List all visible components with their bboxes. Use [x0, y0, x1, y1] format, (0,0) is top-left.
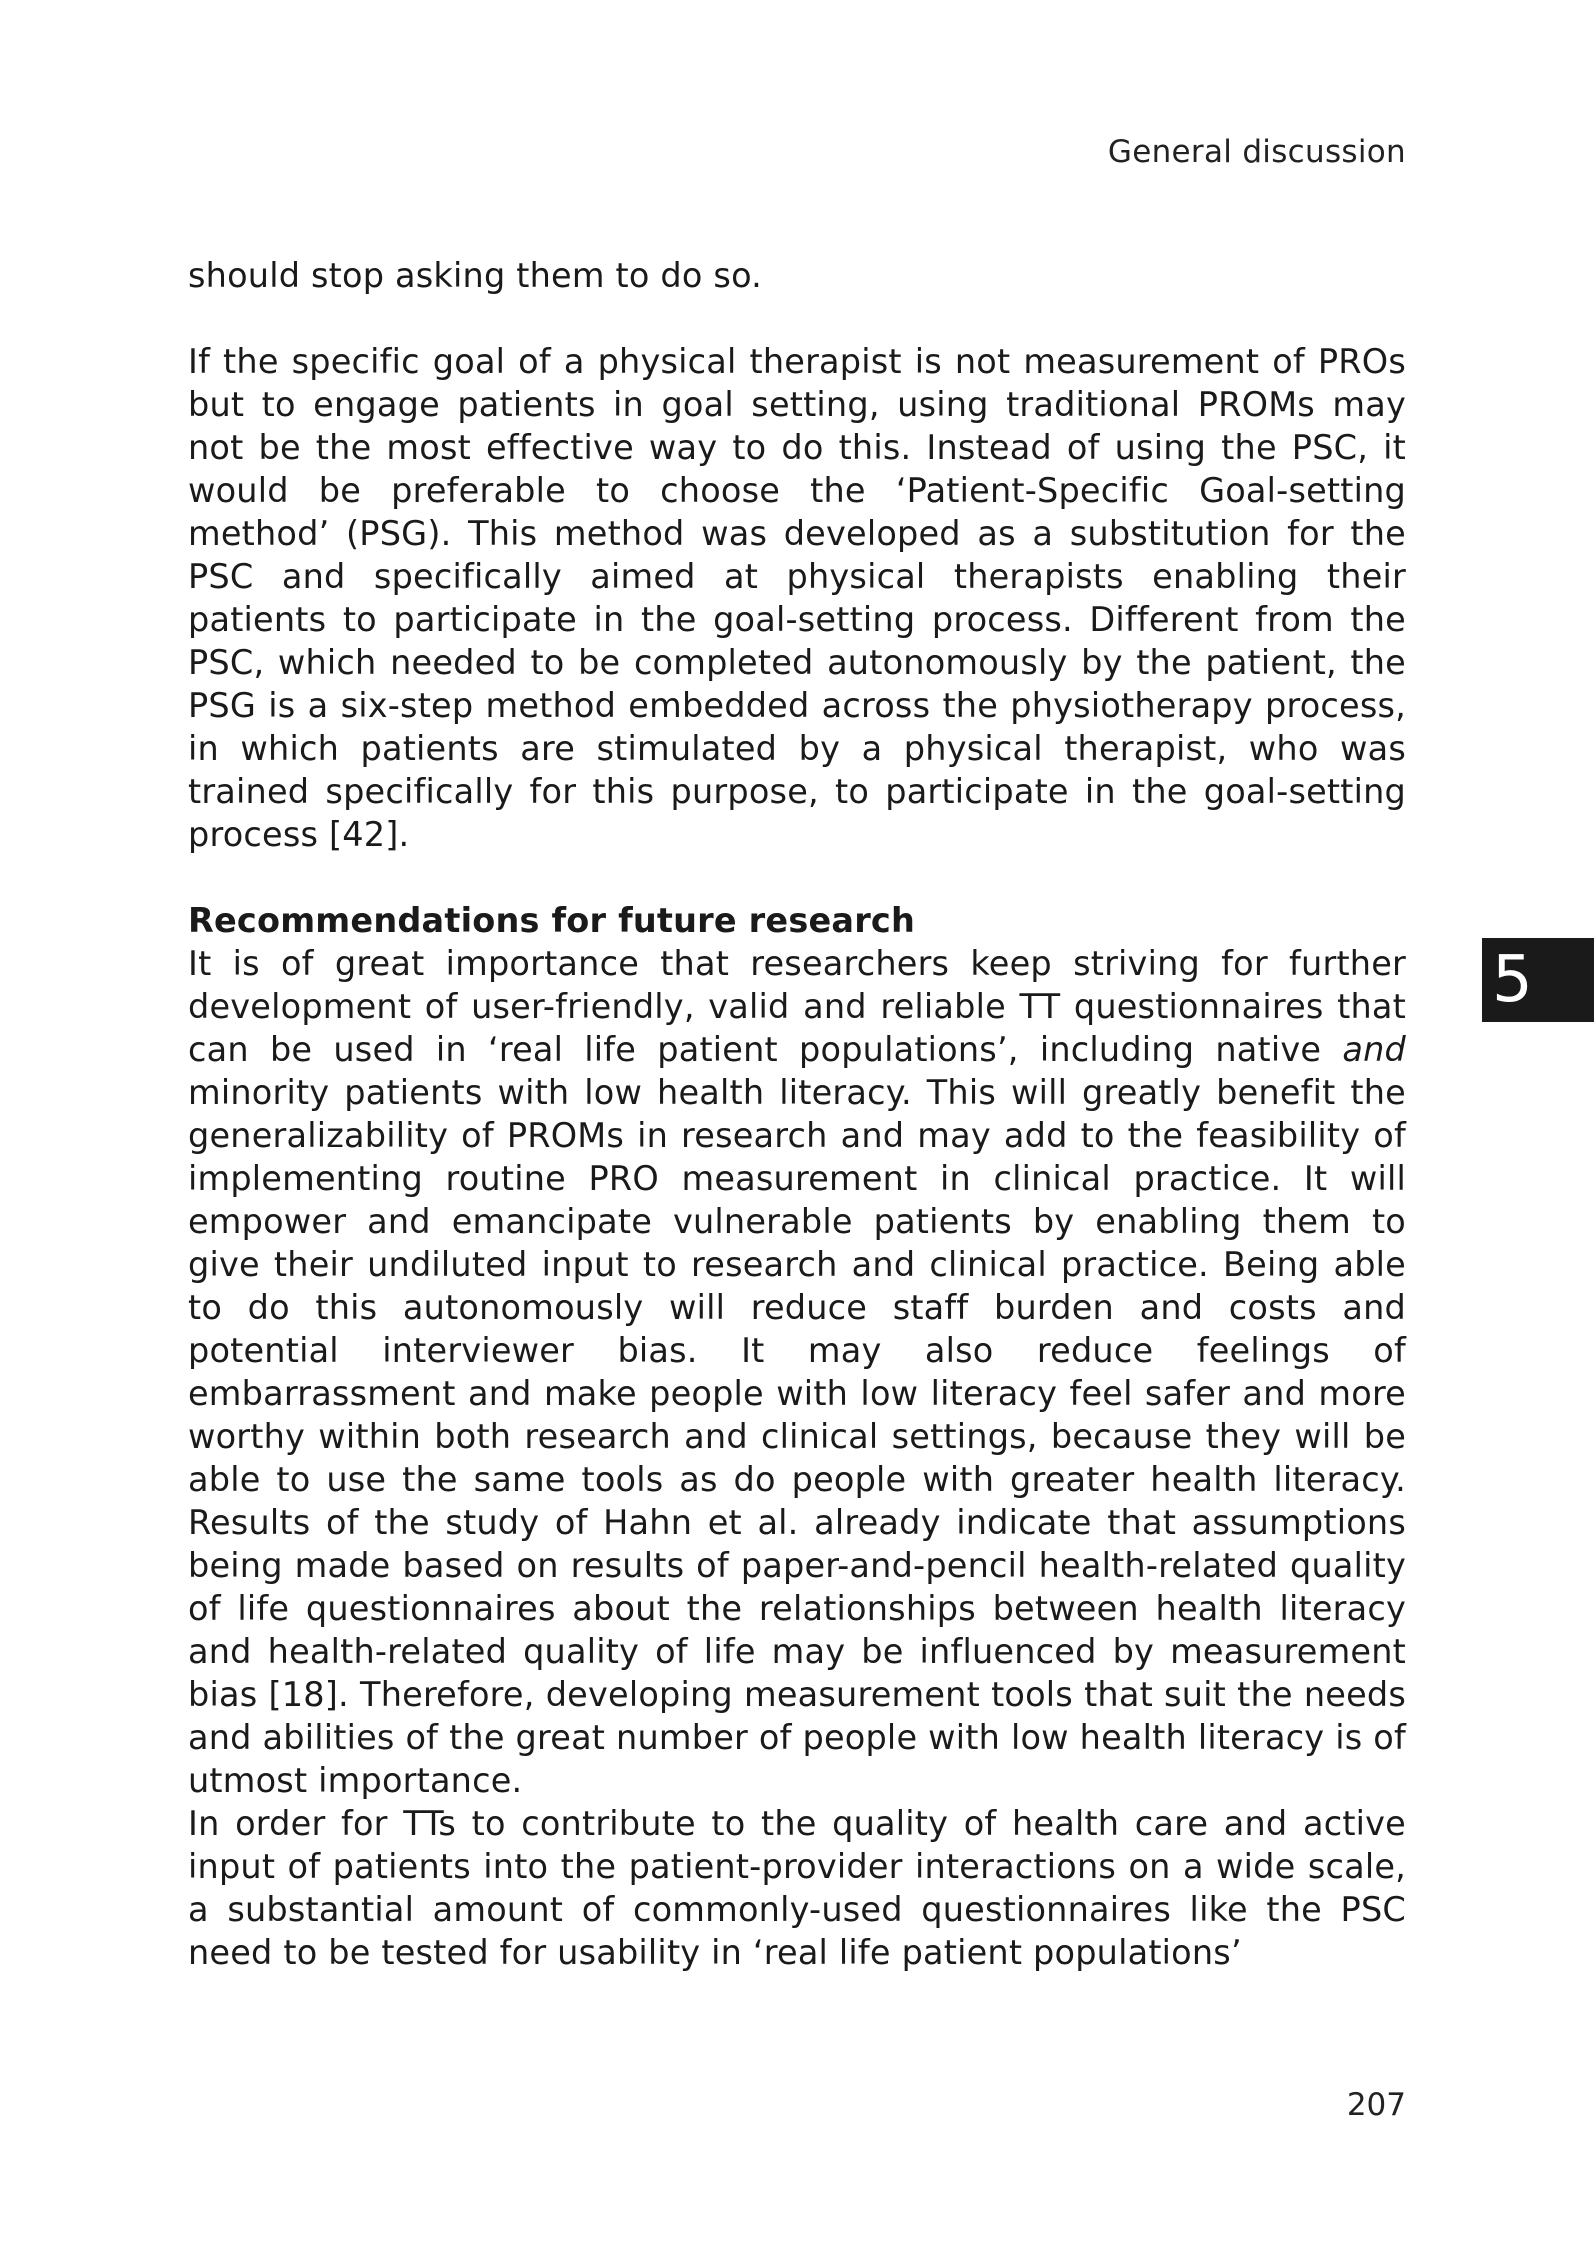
- paragraph-gap: [188, 856, 1406, 899]
- paragraph-gap: [188, 297, 1406, 340]
- paragraph-research-emphasis: and: [1342, 1030, 1406, 1069]
- paragraph-research-lead: It is of great importance that researchers keep striving for further development of user-friendly, valid and reliable TT questionnaires that can be used in ‘real life patient populations’, including native: [188, 944, 1406, 1069]
- paragraph-psg: If the specific goal of a physical therapist is not measurement of PROs but to engage patients in goal setting, using traditional PROMs may not be the most effective way to do this. Instead of using the PSC, it would be preferable to choose the ‘Patient-Specific Goal-setting method’ (PSG). This method was developed as a substitution for the PSC and specifically aimed at physical therapists enabling their patients to participate in the goal-setting process. Different from the PSC, which needed to be completed autonomously by the patient, the PSG is a six-step method embedded across the physiotherapy process, in which patients are stimulated by a physical therapist, who was trained specifically for this purpose, to participate in the goal-setting process [42].: [188, 342, 1406, 854]
- section-heading: Recommendations for future research: [188, 901, 916, 940]
- page-number: 207: [1346, 2087, 1406, 2123]
- paragraph-continued: should stop asking them to do so.: [188, 256, 763, 295]
- paragraph-research-rest: minority patients with low health literacy. This will greatly benefit the generalizability of PROMs in research and may add to the feasibility of implementing routine PRO measurement in clinical practice. It will empower and emancipate vulnerable patients by enabling them to give their undiluted input to research and clinical practice. Being able to do this autonomously will reduce staff burden and costs and potential interviewer bias. It may also reduce feelings of embarrassment and make people with low literacy feel safer and more worthy within both research and clinical settings, because they will be able to use the same tools as do people with greater health literacy. Results of the study of Hahn et al. already indicate that assumptions being made based on results of paper-and-pencil health-related quality of life questionnaires about the relationships between health literacy and health-related quality of life may be influenced by measurement bias [18]. Therefore, developing measurement tools that suit the needs and abilities of the great number of people with low health literacy is of utmost importance.: [188, 1073, 1406, 1800]
- chapter-tab: 5: [1482, 938, 1594, 1022]
- running-header: General discussion: [1107, 134, 1406, 170]
- paragraph-tts: In order for TTs to contribute to the quality of health care and active input of patients into the patient-provider interactions on a wide scale, a substantial amount of commonly-used questionnaires like the PSC need to be tested for usability in ‘real life patient populations’: [188, 1804, 1406, 1972]
- paragraph-research: [188, 942, 1406, 1802]
- text-column: [188, 254, 1406, 1974]
